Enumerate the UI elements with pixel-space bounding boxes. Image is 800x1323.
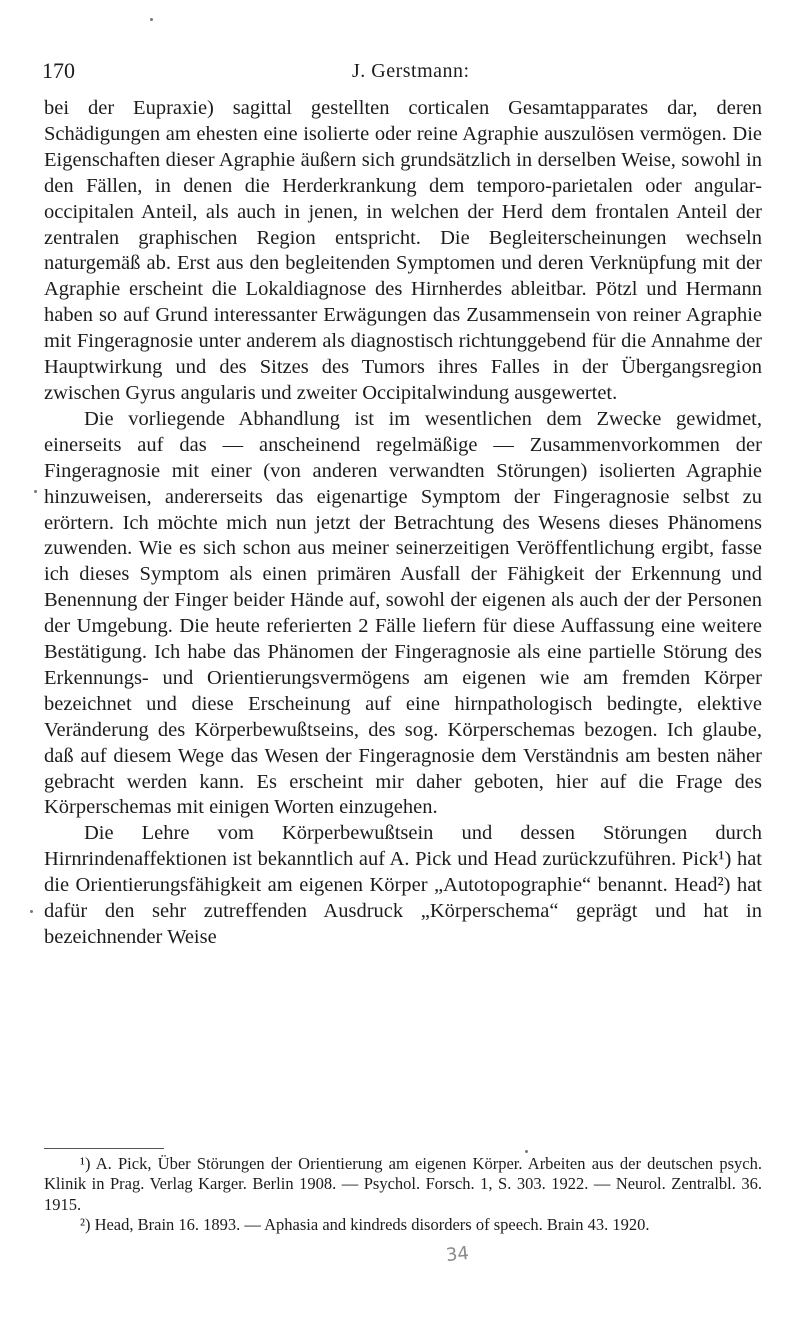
print-speck bbox=[30, 910, 33, 913]
print-speck bbox=[34, 490, 37, 493]
page-header bbox=[42, 58, 762, 88]
footnotes bbox=[44, 1154, 762, 1236]
print-speck bbox=[150, 18, 153, 21]
footnote-divider bbox=[44, 1148, 164, 1149]
footnote-1: ¹) A. Pick, Über Störungen der Orientierung am eigenen Körper. Arbeiten aus der deutschen psych. Klinik in Prag. Verlag Karger. Berlin 1908. — Psychol. Forsch. 1, S. 303. 1922. — Neurol. Zentralbl. 36. 1915. bbox=[44, 1154, 762, 1214]
page-number: 170 bbox=[42, 58, 75, 83]
footnote-2: ²) Head, Brain 16. 1893. — Aphasia and kindreds disorders of speech. Brain 43. 1920. bbox=[80, 1215, 650, 1235]
running-head: J. Gerstmann: bbox=[352, 60, 470, 82]
pencil-annotation: 34 bbox=[444, 1242, 470, 1267]
body-text bbox=[44, 96, 762, 951]
paragraph-1: bei der Eupraxie) sagittal gestellten corticalen Gesamtapparates dar, deren Schädigungen am ehesten eine isolierte oder reine Agraphie auszulösen vermögen. Die Eigenschaften dieser Agraphie äußern sich grundsätzlich in derselben Weise, sowohl in den Fällen, in denen die Herderkrankung dem temporo-parietalen oder angular-occipitalen Anteil, als auch in jenen, in welchen der Herd dem frontalen Anteil der zentralen graphischen Region entspricht. Die Begleiterscheinungen wechseln naturgemäß ab. Erst aus den begleitenden Symptomen und deren Verknüpfung mit der Agraphie erscheint die Lokaldiagnose des Hirnherdes ableitbar. Pötzl und Hermann haben so auf Grund interessanter Erwägungen das Zusammensein von reiner Agraphie mit Fingeragnosie unter anderem als diagnostisch richtunggebend für die Annahme der Hauptwirkung und des Sitzes des Tumors ihres Falles in der Übergangsregion zwischen Gyrus angularis und zweiter Occipitalwindung ausgewertet. bbox=[44, 97, 762, 404]
paragraph-2: Die vorliegende Abhandlung ist im wesentlichen dem Zwecke gewidmet, einerseits auf das — anscheinend regelmäßige — Zusammenvorkommen der Fingeragnosie mit einer (von anderen verwandten Störungen) isolierten Agraphie hinzuweisen, andererseits das eigenartige Symptom der Fingeragnosie selbst zu erörtern. Ich möchte mich nun jetzt der Betrachtung des Wesens dieses Phänomens zuwenden. Wie es sich schon aus meiner seinerzeitigen Veröffentlichung ergibt, fasse ich dieses Symptom als einen primären Ausfall der Fähigkeit der Erkennung und Benennung der Finger beider Hände auf, sowohl der eigenen als auch der der Personen der Umgebung. Die heute referierten 2 Fälle liefern für diese Auffassung eine weitere Bestätigung. Ich habe das Phänomen der Fingeragnosie als eine partielle Störung des Erkennungs- und Orientierungsvermögens am eigenen wie am fremden Körper bezeichnet und diese Erscheinung auf eine hirnpathologisch bedingte, elektive Veränderung des Körperbewußtseins, des sog. Körperschemas bezogen. Ich glaube, daß auf diesem Wege das Wesen der Fingeragnosie dem Verständnis am besten näher gebracht werden kann. Es erscheint mir daher geboten, hier auf die Frage des Körperschemas mit einigen Worten einzugehen. bbox=[44, 407, 762, 819]
paragraph-3: Die Lehre vom Körperbewußtsein und dessen Störungen durch Hirnrindenaffektionen ist bekanntlich auf A. Pick und Head zurückzuführen. Pick¹) hat die Orientierungsfähigkeit am eigenen Körper „Autotopographie“ benannt. Head²) hat dafür den sehr zutreffenden Ausdruck „Körperschema“ geprägt und hat in bezeichnender Weise bbox=[44, 822, 762, 948]
print-speck bbox=[525, 1150, 528, 1153]
